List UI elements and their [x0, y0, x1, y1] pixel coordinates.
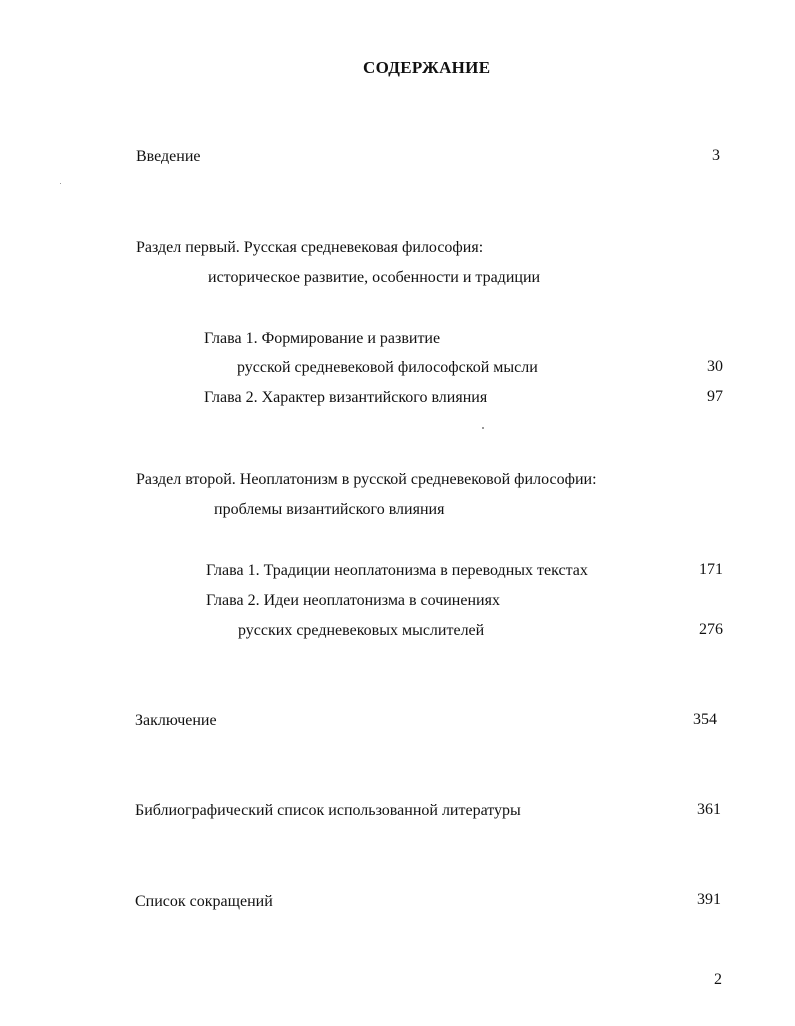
toc-bibliography-label: Библиографический список использованной литературы [135, 802, 521, 819]
toc-conclusion-label: Заключение [135, 712, 217, 729]
scan-speck [482, 427, 484, 429]
toc-intro-label: Введение [136, 148, 201, 165]
toc-s2-chapter2-page: 276 [699, 621, 723, 638]
toc-abbreviations-label: Список сокращений [135, 893, 273, 910]
toc-intro-page: 3 [712, 147, 720, 164]
toc-section1-subheading: историческое развитие, особенности и традиции [208, 269, 541, 286]
toc-s2-chapter2-line2: русских средневековых мыслителей [238, 622, 485, 639]
toc-section2-subheading: проблемы византийского влияния [214, 501, 445, 518]
toc-conclusion-page: 354 [693, 711, 717, 728]
toc-s1-chapter2-label: Глава 2. Характер византийского влияния [204, 389, 488, 406]
toc-s1-chapter2-page: 97 [707, 388, 723, 405]
toc-s1-chapter1-line1: Глава 1. Формирование и развитие [204, 330, 441, 347]
toc-bibliography-page: 361 [697, 801, 721, 818]
toc-s1-chapter1-page: 30 [707, 358, 723, 375]
page-title: СОДЕРЖАНИЕ [363, 58, 491, 77]
toc-s2-chapter1-page: 171 [699, 561, 723, 578]
toc-abbreviations-page: 391 [697, 891, 721, 908]
toc-section2-heading: Раздел второй. Неоплатонизм в русской средневековой философии: [136, 471, 597, 488]
toc-s1-chapter1-line2: русской средневековой философской мысли [237, 359, 538, 376]
toc-s2-chapter2-line1: Глава 2. Идеи неоплатонизма в сочинениях [206, 592, 500, 609]
scan-speck [60, 183, 61, 184]
toc-section1-heading: Раздел первый. Русская средневековая философия: [136, 239, 484, 256]
toc-s2-chapter1-label: Глава 1. Традиции неоплатонизма в переводных текстах [206, 562, 588, 579]
page-number: 2 [714, 971, 722, 988]
